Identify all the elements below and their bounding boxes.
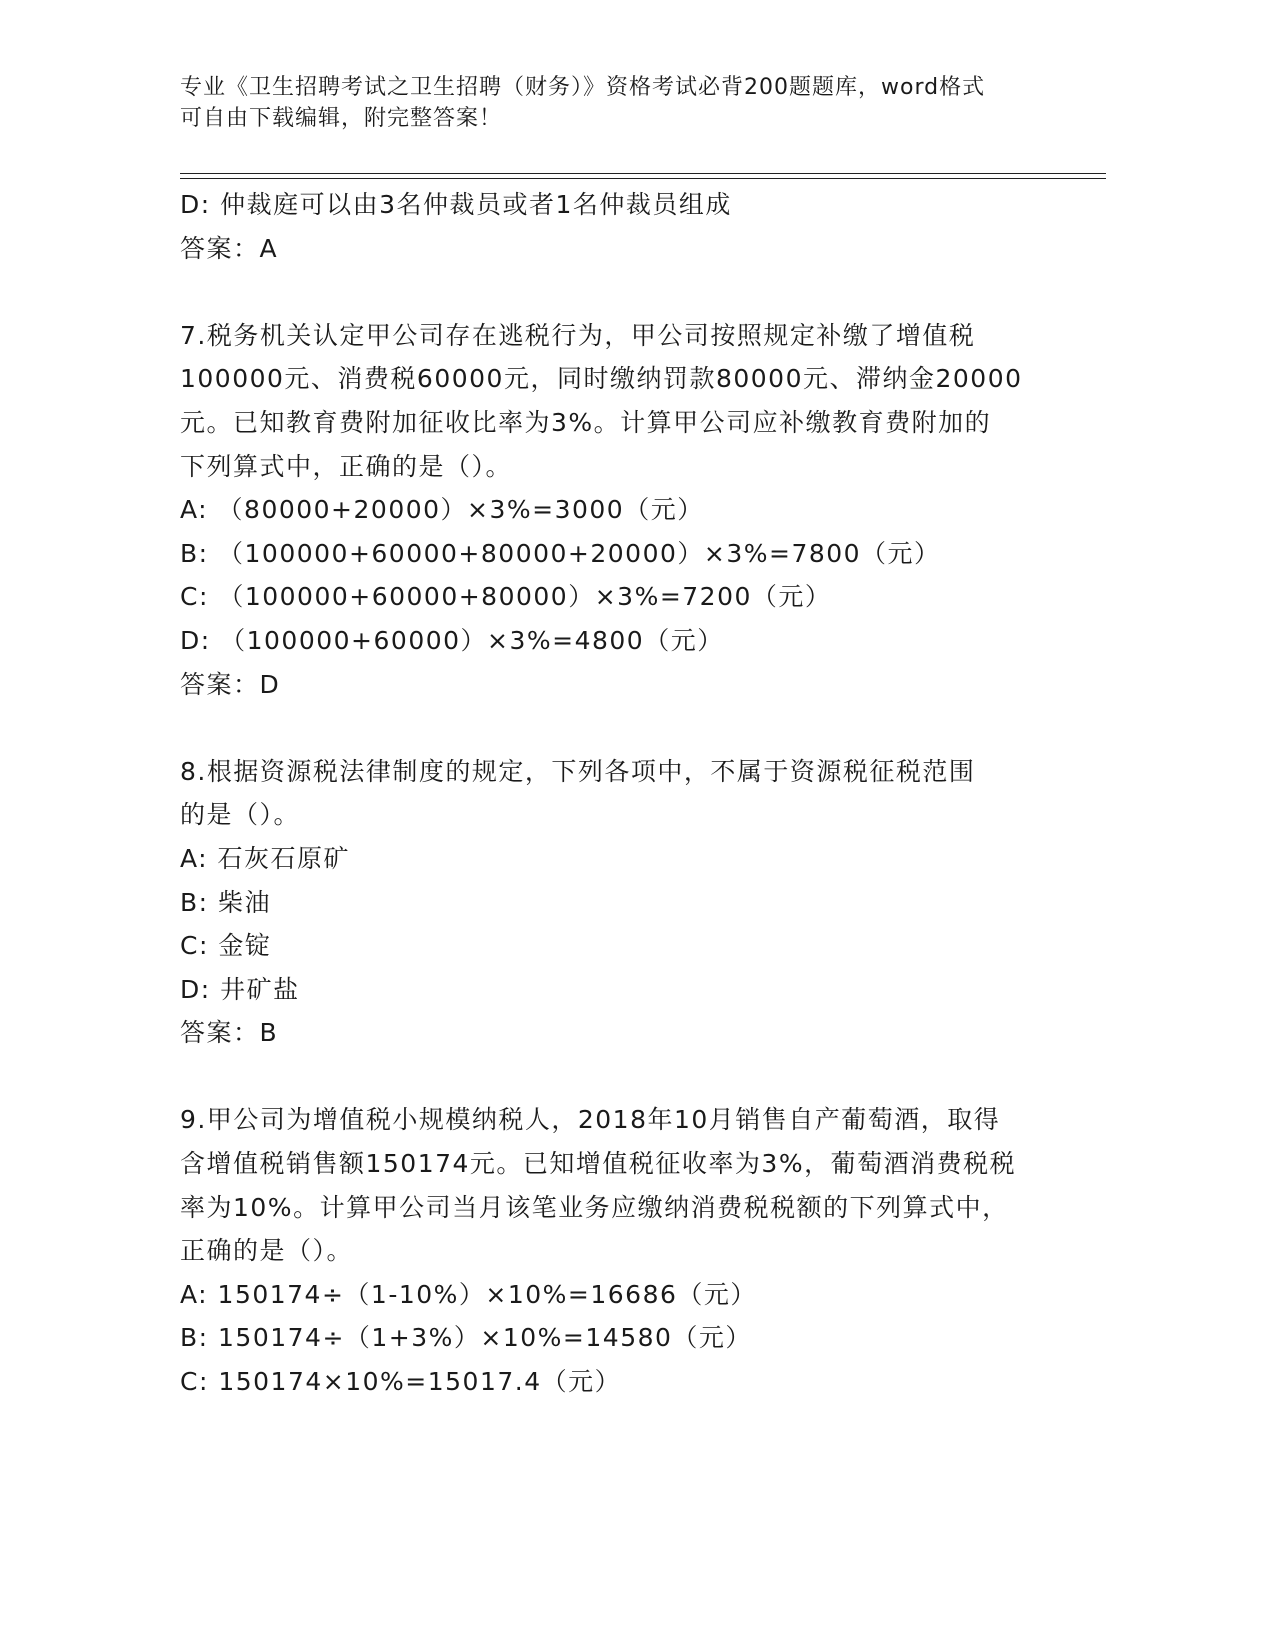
header-rule-bottom [180,178,1106,179]
q7-option-a: A: （80000+20000）×3%=3000（元） [180,495,704,525]
question-content [180,183,1080,1404]
prev-answer: 答案：A [180,233,279,263]
header-rule-top [180,173,1106,174]
prev-option-d: D: 仲裁庭可以由3名仲裁员或者1名仲裁员组成 [180,190,732,219]
page-header [180,72,1060,134]
header-title-line-2: 可自由下载编辑，附完整答案！ [180,106,503,131]
question-9 [180,1098,1080,1403]
spacer [180,270,1080,314]
q7-option-b: B: （100000+60000+80000+20000）×3%=7800（元） [180,538,941,568]
q8-stem-line-1: 8.根据资源税法律制度的规定，下列各项中，不属于资源税征税范围 [180,756,976,786]
q7-answer: 答案：D [180,669,281,699]
q8-option-d: D: 井矿盐 [180,974,300,1004]
q8-option-b: B: 柴油 [180,887,272,917]
q9-option-a: A: 150174÷（1-10%）×10%=16686（元） [180,1279,757,1309]
q9-stem-line-3: 率为10%。计算甲公司当月该笔业务应缴纳消费税税额的下列算式中， [180,1192,1009,1222]
q9-stem-line-2: 含增值税销售额150174元。已知增值税征收率为3%，葡萄酒消费税税 [180,1149,1017,1179]
q7-stem-line-1: 7.税务机关认定甲公司存在逃税行为，甲公司按照规定补缴了增值税 [180,320,976,350]
q7-stem-line-3: 元。已知教育费附加征收比率为3%。计算甲公司应补缴教育费附加的 [180,407,992,437]
spacer [180,706,1080,750]
header-title-line-1: 专业《卫生招聘考试之卫生招聘（财务）》资格考试必背200题题库，word格式 [180,75,986,100]
q8-answer: 答案：B [180,1018,279,1048]
q8-option-c: C: 金锭 [180,931,272,961]
q9-stem-line-4: 正确的是（）。 [180,1236,354,1266]
spacer [180,1055,1080,1099]
question-8 [180,750,1080,1055]
q7-stem-line-2: 100000元、消费税60000元，同时缴纳罚款80000元、滞纳金20000 [180,364,1023,394]
q8-option-a: A: 石灰石原矿 [180,843,351,873]
q7-option-d: D: （100000+60000）×3%=4800（元） [180,625,724,655]
question-7 [180,314,1080,706]
q8-stem-line-2: 的是（）。 [180,800,301,830]
q7-stem-line-4: 下列算式中，正确的是（）。 [180,451,513,481]
q7-option-c: C: （100000+60000+80000）×3%=7200（元） [180,582,832,612]
q9-stem-line-1: 9.甲公司为增值税小规模纳税人，2018年10月销售自产葡萄酒，取得 [180,1105,1001,1135]
q9-option-b: B: 150174÷（1+3%）×10%=14580（元） [180,1323,752,1353]
q9-option-c: C: 150174×10%=15017.4（元） [180,1367,622,1397]
